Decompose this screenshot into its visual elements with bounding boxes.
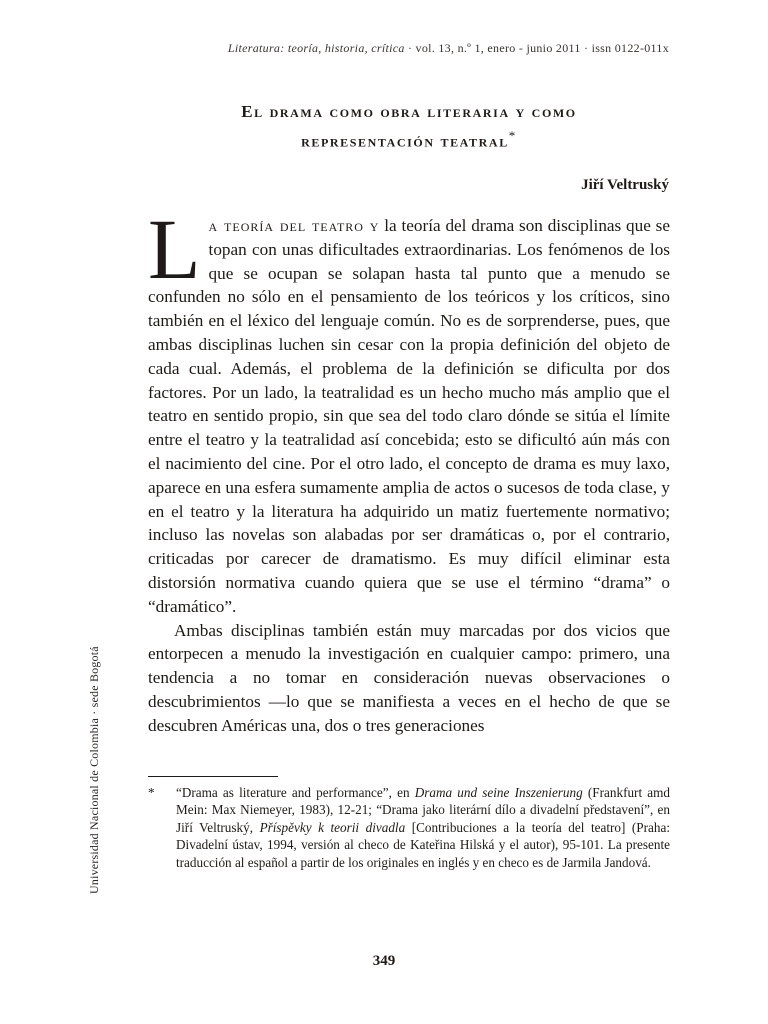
page-number: 349 xyxy=(372,953,396,969)
lead-in-smallcaps: a teoría del teatro y xyxy=(208,216,380,235)
footnote-part-2: (Frankfurt amd Mein: Max Niemeyer, 1983), 12-21; “Drama jako literární dílo a divadelní představení”, en Jiří Veltruský, xyxy=(176,785,671,835)
running-header xyxy=(228,41,669,56)
article-body xyxy=(148,201,670,738)
footnote-book-title-1: Drama und seine Inszenierung xyxy=(414,785,583,800)
footnote-text xyxy=(176,784,670,871)
footnote-part-1: “Drama as literature and performance”, en xyxy=(176,785,415,800)
journal-title: Literatura: teoría, historia, crítica xyxy=(227,41,405,55)
title-footnote-mark[interactable]: * xyxy=(508,128,517,143)
author-name: Jiří Veltruský xyxy=(581,177,669,193)
paragraph-1-text: la teoría del drama son disciplinas que se topan con unas dificultades extraordinarias. Los fenómenos de los que se ocupan se solapan hasta tal punto que a menudo se confunden no sólo en el pensamiento de los teóricos y los críticos, sino también en el léxico del lenguaje común. No es de sorprenderse, pues, que ambas disciplinas luchen sin cesar con la propia definición del objeto de cada cual. Además, el problema de la definición se dificulta por dos factores. Por un lado, la teatralidad es un hecho mucho más amplio que el teatro en sentido propio, sin que sea del todo claro dónde se sitúa el límite entre el teatro y la teatralidad así concebida; esto se dificultó aún más con el nacimiento del cine. Por el otro lado, el concepto de drama es muy laxo, aparece en una esfera sumamente amplia de actos o sucesos de toda clase, y en el teatro y la literatura ha adquirido un matiz fuertemente normativo; incluso las novelas son alabadas por ser dramáticas o, por el contrario, criticadas por carecer de dramatismo. Es muy difícil eliminar esta distorsión normativa cuando quiera que se use el término “drama” o “dramático”. xyxy=(148,216,670,616)
footnote-book-title-2: Příspěvky k teorii divadla xyxy=(259,819,406,835)
institution-side-label: Universidad Nacional de Colombia · sede Bogotá xyxy=(87,646,101,894)
title-line-1: El drama como obra literaria y como xyxy=(241,102,577,121)
article-title xyxy=(148,100,670,154)
drop-cap: L xyxy=(148,201,201,297)
journal-details: · vol. 13, n.º 1, enero - junio 2011 · issn 0122-011x xyxy=(404,41,669,55)
title-line-2: representación teatral xyxy=(301,131,509,151)
footnote-mark: * xyxy=(148,785,155,800)
paragraph-2: Ambas disciplinas también están muy marcadas por dos vicios que entorpecen a menudo la investigación en cualquier campo: primero, una tendencia a no tomar en consideración nuevas observaciones o descubrimientos —lo que se manifiesta a veces en el hecho de que se descubren Américas una, dos o tres generaciones xyxy=(148,620,670,735)
footnote-part-3: [Contribuciones a la teoría del teatro] (Praha: Divadelní ústav, 1994, versión al checo de Kateřina Hilská y el autor), 95-101. La presente traducción al español a partir de los originales en inglés y en checo es de Jarmila Jandová. xyxy=(176,819,670,870)
footnote-divider xyxy=(148,776,278,777)
footnote xyxy=(148,784,670,871)
paragraph-1 xyxy=(148,201,670,619)
